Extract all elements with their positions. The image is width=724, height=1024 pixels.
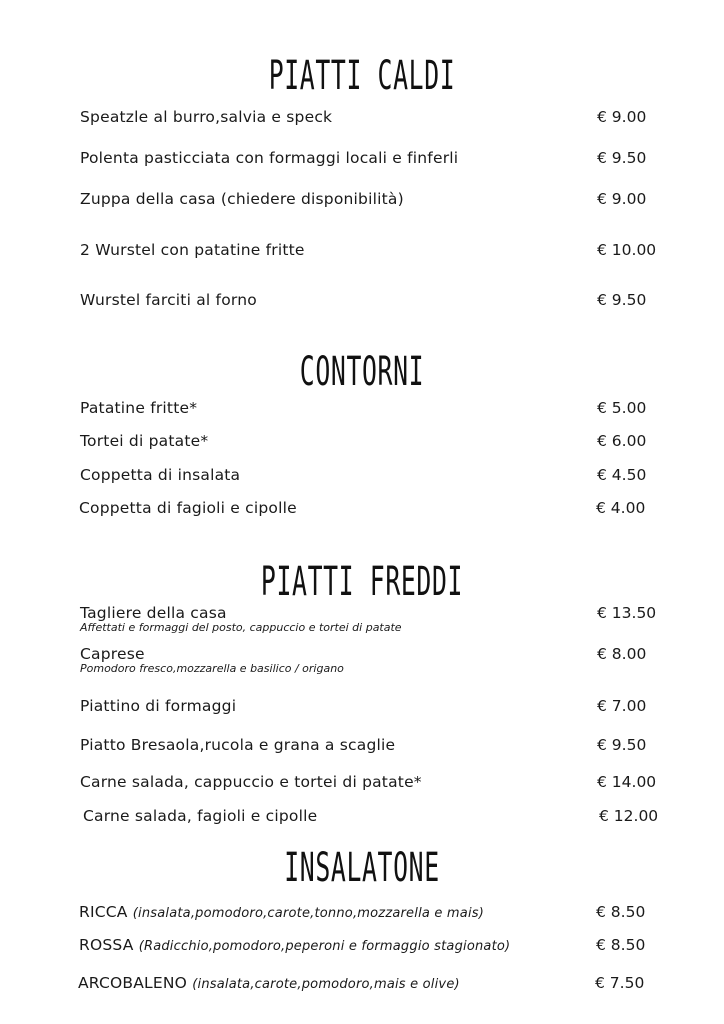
item-description: Pomodoro fresco,mozzarella e basilico / origano [80,662,344,675]
menu-item [0,696,724,736]
section-title-piatti-freddi: PIATTI FREDDI [260,559,464,605]
item-name: Piatto Bresaola,rucola e grana a scaglie [80,736,396,754]
item-label: ARCOBALENO [78,974,188,992]
item-price: € 6.00 [597,432,647,450]
menu-item [0,498,724,538]
item-name: Speatzle al burro,salvia e speck [80,108,333,126]
menu-item [0,290,724,330]
item-name: Polenta pasticciata con formaggi locali e finferli [80,149,459,167]
item-name [79,935,510,957]
item-price: € 9.00 [597,190,647,208]
item-price: € 7.00 [597,697,647,715]
item-price: € 8.50 [596,936,646,954]
item-name: Tortei di patate* [80,432,209,450]
item-note: (insalata,pomodoro,carote,tonno,mozzarella e mais) [132,906,484,921]
item-price: € 5.00 [597,399,647,417]
menu-item [0,107,724,147]
section-title-insalatone: INSALATONE [284,845,440,891]
item-name: Patatine fritte* [80,399,198,417]
item-name: Tagliere della casa [80,604,227,622]
section-title-contorni: CONTORNI [299,349,425,395]
item-label: RICCA [79,903,128,921]
item-label: ROSSA [79,936,134,954]
item-price: € 13.50 [597,604,657,622]
menu-item [0,189,724,229]
item-price: € 9.50 [597,736,647,754]
section-title-piatti-caldi: PIATTI CALDI [268,53,456,99]
item-note: (insalata,carote,pomodoro,mais e olive) [192,977,460,992]
item-name: Carne salada, cappuccio e tortei di patate* [80,773,422,791]
item-name: 2 Wurstel con patatine fritte [80,241,305,259]
menu-item [0,935,724,975]
item-name: Zuppa della casa (chiedere disponibilità) [80,190,404,208]
item-name: Carne salada, fagioli e cipolle [83,807,318,825]
item-price: € 14.00 [597,773,657,791]
menu-item [0,148,724,188]
item-note: (Radicchio,pomodoro,peperoni e formaggio stagionato) [138,939,511,954]
menu-item [0,973,724,1013]
item-price: € 9.50 [597,291,647,309]
item-name: Piattino di formaggi [80,697,237,715]
menu-item [0,735,724,775]
menu-item [0,240,724,280]
item-name [79,902,484,924]
menu-item [0,644,724,684]
item-price: € 8.00 [597,645,647,663]
item-name: Wurstel farciti al forno [80,291,257,309]
item-price: € 4.50 [597,466,647,484]
menu-item [0,603,724,643]
item-price: € 10.00 [597,241,657,259]
item-name: Caprese [80,645,145,663]
item-price: € 8.50 [596,903,646,921]
menu-item [0,806,724,846]
item-name: Coppetta di fagioli e cipolle [79,499,297,517]
item-price: € 4.00 [596,499,646,517]
item-name [78,973,460,995]
item-price: € 7.50 [595,974,645,992]
item-price: € 9.50 [597,149,647,167]
item-price: € 9.00 [597,108,647,126]
item-name: Coppetta di insalata [80,466,241,484]
item-price: € 12.00 [599,807,659,825]
item-description: Affettati e formaggi del posto, cappuccio e tortei di patate [80,621,402,634]
